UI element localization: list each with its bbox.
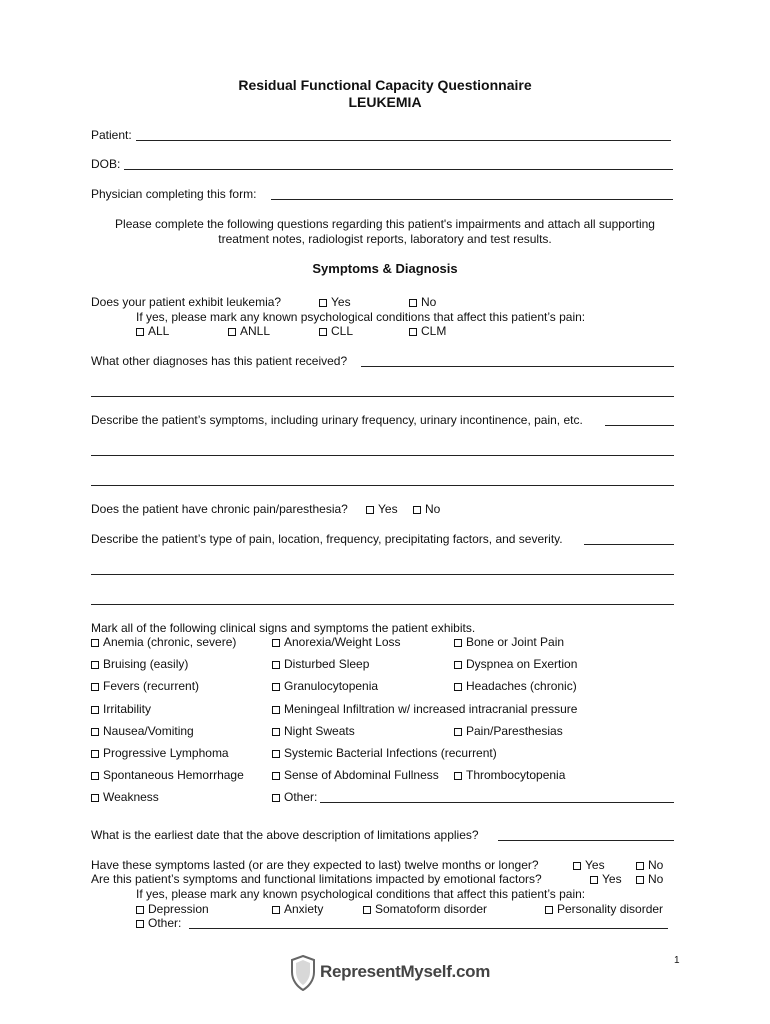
other-diagnoses-line-2[interactable] [91,396,674,397]
checkbox-icon[interactable] [454,661,462,669]
dob-input-line[interactable] [124,169,673,170]
pain-type-line-2[interactable] [91,574,674,575]
checkbox-icon[interactable] [454,772,462,780]
chronic-pain-yes-option[interactable]: Yes [366,502,398,516]
clinical-sign-option[interactable]: Fevers (recurrent) [91,679,199,693]
type-anll-option[interactable]: ANLL [228,324,270,338]
brand-name: RepresentMyself.com [320,962,491,981]
checkbox-icon[interactable] [413,506,421,514]
patient-label: Patient: [91,128,132,142]
pain-type-line-1[interactable] [584,544,674,545]
symptoms-line-1[interactable] [605,425,674,426]
physician-input-line[interactable] [271,199,673,200]
clinical-sign-option[interactable]: Bruising (easily) [91,657,188,671]
clinical-sign-option[interactable]: Other: [272,790,317,804]
shield-icon [290,955,316,991]
checkbox-icon[interactable] [272,728,280,736]
emotional-followup: If yes, please mark any known psychological conditions that affect this patient’s pain: [136,887,586,901]
page-number: 1 [674,955,680,966]
checkbox-icon[interactable] [272,706,280,714]
checkbox-icon[interactable] [91,728,99,736]
checkbox-icon[interactable] [272,794,280,802]
leukemia-followup: If yes, please mark any known psychological conditions that affect this patient’s pain: [136,310,586,324]
checkbox-icon[interactable] [91,706,99,714]
checkbox-icon[interactable] [272,906,280,914]
duration-question: Have these symptoms lasted (or are they expected to last) twelve months or longer? [91,858,539,872]
clinical-sign-option[interactable]: Weakness [91,790,159,804]
checkbox-icon[interactable] [91,683,99,691]
duration-yes-option[interactable]: Yes [573,858,605,872]
clinical-sign-option[interactable]: Granulocytopenia [272,679,378,693]
clinical-sign-option[interactable]: Nausea/Vomiting [91,724,194,738]
checkbox-icon[interactable] [590,876,598,884]
type-cll-option[interactable]: CLL [319,324,353,338]
checkbox-icon[interactable] [454,728,462,736]
checkbox-icon[interactable] [409,328,417,336]
section-title: Symptoms & Diagnosis [312,261,458,276]
clinical-sign-option[interactable]: Disturbed Sleep [272,657,369,671]
checkbox-icon[interactable] [573,862,581,870]
other-diagnoses-line-1[interactable] [361,366,674,367]
checkbox-icon[interactable] [272,639,280,647]
clinical-sign-option[interactable]: Sense of Abdominal Fullness [272,768,439,782]
checkbox-icon[interactable] [136,920,144,928]
clinical-sign-option[interactable]: Systemic Bacterial Infections (recurrent) [272,746,497,760]
checkbox-icon[interactable] [319,299,327,307]
personality-option[interactable]: Personality disorder [545,902,663,916]
checkbox-icon[interactable] [272,750,280,758]
emotional-other-line[interactable] [189,928,668,929]
checkbox-icon[interactable] [272,772,280,780]
other-sign-line[interactable] [320,802,674,803]
instructions-line-2: treatment notes, radiologist reports, laboratory and test results. [218,232,552,246]
clinical-signs-question: Mark all of the following clinical signs and symptoms the patient exhibits. [91,621,476,635]
clinical-sign-option[interactable]: Anemia (chronic, severe) [91,635,236,649]
clinical-sign-option[interactable]: Meningeal Infiltration w/ increased intracranial pressure [272,702,577,716]
checkbox-icon[interactable] [91,772,99,780]
clinical-sign-option[interactable]: Bone or Joint Pain [454,635,564,649]
checkbox-icon[interactable] [363,906,371,914]
duration-no-option[interactable]: No [636,858,663,872]
checkbox-icon[interactable] [91,639,99,647]
depression-option[interactable]: Depression [136,902,209,916]
leukemia-no-option[interactable]: No [409,295,436,309]
clinical-sign-option[interactable]: Spontaneous Hemorrhage [91,768,244,782]
form-subtitle: LEUKEMIA [348,94,422,110]
type-all-option[interactable]: ALL [136,324,169,338]
clinical-sign-option[interactable]: Thrombocytopenia [454,768,565,782]
symptoms-line-3[interactable] [91,485,674,486]
somatoform-option[interactable]: Somatoform disorder [363,902,487,916]
emotional-no-option[interactable]: No [636,872,663,886]
pain-type-question: Describe the patient’s type of pain, location, frequency, precipitating factors, and severity. [91,532,563,546]
checkbox-icon[interactable] [409,299,417,307]
dob-label: DOB: [91,157,121,171]
clinical-sign-option[interactable]: Night Sweats [272,724,355,738]
pain-type-line-3[interactable] [91,604,674,605]
leukemia-question: Does your patient exhibit leukemia? [91,295,282,309]
checkbox-icon[interactable] [636,876,644,884]
type-clm-option[interactable]: CLM [409,324,446,338]
emotional-other-option[interactable]: Other: [136,916,181,930]
checkbox-icon[interactable] [545,906,553,914]
checkbox-icon[interactable] [636,862,644,870]
checkbox-icon[interactable] [319,328,327,336]
checkbox-icon[interactable] [454,639,462,647]
symptoms-question: Describe the patient’s symptoms, including urinary frequency, urinary incontinence, pain, etc. [91,413,583,427]
checkbox-icon[interactable] [91,661,99,669]
form-title: Residual Functional Capacity Questionnaire [238,77,532,93]
emotional-yes-option[interactable]: Yes [590,872,622,886]
checkbox-icon[interactable] [136,328,144,336]
emotional-question: Are this patient’s symptoms and functional limitations impacted by emotional factors? [91,872,542,886]
clinical-sign-option[interactable]: Dyspnea on Exertion [454,657,577,671]
instructions-line-1: Please complete the following questions regarding this patient's impairments and attach all supporting [115,217,655,231]
patient-input-line[interactable] [136,140,671,141]
physician-label: Physician completing this form: [91,187,257,201]
checkbox-icon[interactable] [272,683,280,691]
earliest-date-line[interactable] [498,840,674,841]
leukemia-yes-option[interactable]: Yes [319,295,351,309]
brand-logo [290,953,491,993]
checkbox-icon[interactable] [272,661,280,669]
clinical-sign-option[interactable]: Headaches (chronic) [454,679,577,693]
checkbox-icon[interactable] [454,683,462,691]
checkbox-icon[interactable] [136,906,144,914]
other-diagnoses-question: What other diagnoses has this patient received? [91,354,348,368]
clinical-sign-option[interactable]: Irritability [91,702,151,716]
clinical-sign-option[interactable]: Pain/Paresthesias [454,724,563,738]
checkbox-icon[interactable] [91,750,99,758]
earliest-date-question: What is the earliest date that the above description of limitations applies? [91,828,479,842]
anxiety-option[interactable]: Anxiety [272,902,323,916]
checkbox-icon[interactable] [228,328,236,336]
chronic-pain-question: Does the patient have chronic pain/paresthesia? [91,502,348,516]
clinical-sign-option[interactable]: Anorexia/Weight Loss [272,635,401,649]
symptoms-line-2[interactable] [91,455,674,456]
checkbox-icon[interactable] [91,794,99,802]
chronic-pain-no-option[interactable]: No [413,502,440,516]
clinical-sign-option[interactable]: Progressive Lymphoma [91,746,229,760]
checkbox-icon[interactable] [366,506,374,514]
